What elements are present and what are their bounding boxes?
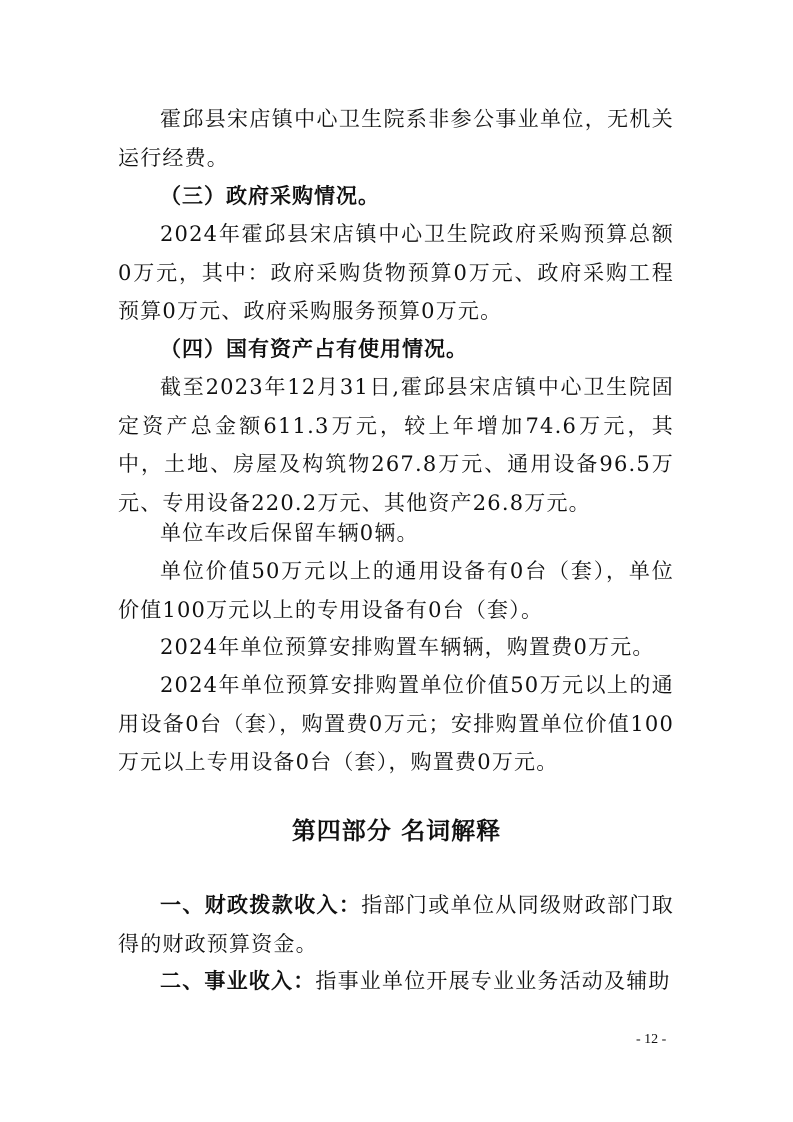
term-definition: 指事业单位开展专业业务活动及辅助 — [315, 969, 671, 993]
paragraph-procurement-budget: 2024年霍邱县宋店镇中心卫生院政府采购预算总额0万元，其中：政府采购货物预算0万元、政府采购工程预算0万元、政府采购服务预算0万元。 — [118, 222, 674, 323]
section-title: 第四部分 名词解释 — [291, 817, 502, 845]
paragraph-equipment: 单位价值50万元以上的通用设备有0台（套），单位价值100万元以上的专用设备有0台（套）。 — [118, 559, 674, 622]
term-definition: 指部门或单位从同级财政部门取得的财政预算资金。 — [118, 893, 674, 956]
paragraph-vehicles: 单位车改后保留车辆0辆。 — [160, 521, 419, 545]
paragraph-equipment-purchase: 2024年单位预算安排购置单位价值50万元以上的通用设备0台（套），购置费0万元；安排购置单位价值100万元以上专用设备0台（套），购置费0万元。 — [118, 673, 674, 774]
paragraph-vehicle-purchase: 2024年单位预算安排购置车辆辆，购置费0万元。 — [160, 635, 655, 659]
term-label: 一、财政拨款收入： — [160, 892, 362, 917]
heading-state-assets: （四）国有资产占有使用情况。 — [160, 336, 468, 361]
term-label: 二、事业收入： — [160, 968, 316, 993]
paragraph-fixed-assets: 截至2023年12月31日,霍邱县宋店镇中心卫生院固定资产总金额611.3万元，较上年增加74.6万元，其中，土地、房屋及构筑物267.8万元、通用设备96.5万元、专用设备220.2万元、其他资产26.8万元。 — [118, 375, 674, 515]
heading-government-procurement: （三）政府采购情况。 — [160, 183, 380, 208]
term-business-income — [118, 962, 674, 1001]
page-number: - 12 - — [636, 1032, 667, 1047]
term-fiscal-appropriation — [118, 886, 674, 963]
paragraph-operating-expenses: 霍邱县宋店镇中心卫生院系非参公事业单位，无机关运行经费。 — [118, 107, 674, 170]
